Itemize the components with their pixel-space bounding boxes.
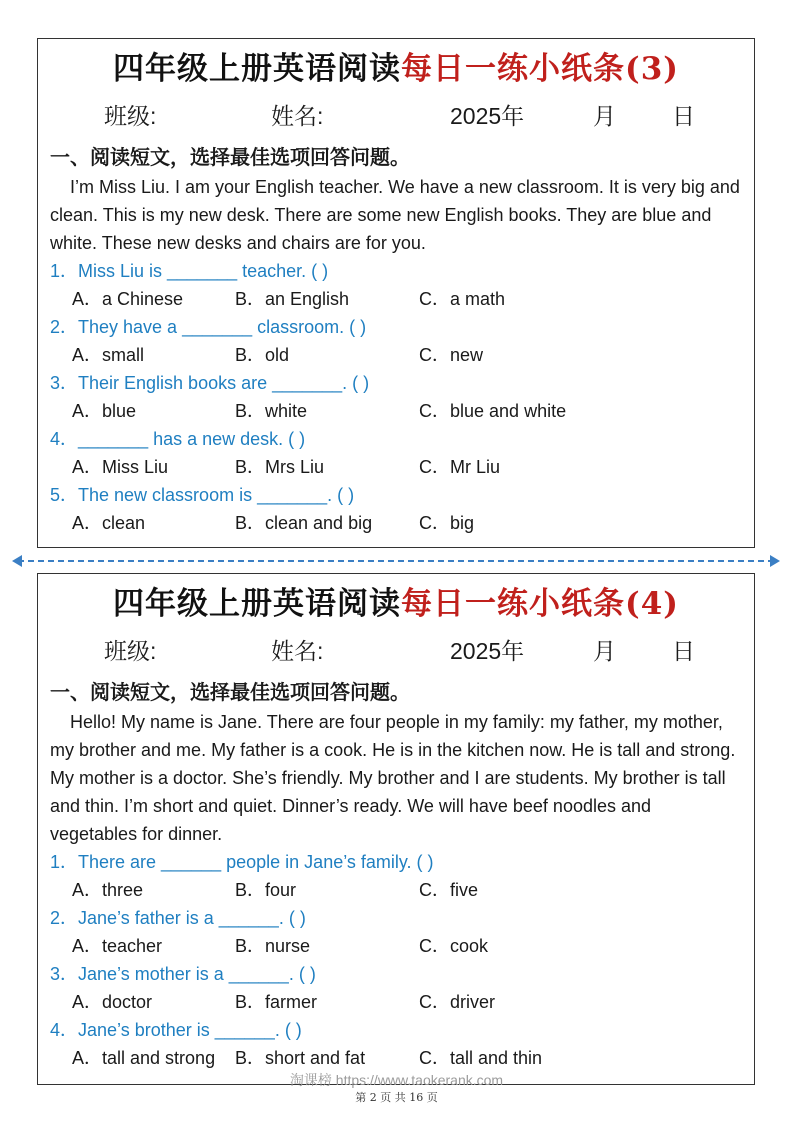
question-3: 3．Their English books are _______. ( ) <box>50 373 370 393</box>
section-heading: 一、阅读短文，选择最佳选项回答问题。 <box>50 145 410 169</box>
worksheet-card-3 <box>37 38 755 548</box>
option-c[interactable]: C．five <box>419 880 479 900</box>
option-b[interactable]: B．white <box>235 401 308 421</box>
option-a[interactable]: A．three <box>72 880 144 900</box>
option-a[interactable]: A．tall and strong <box>72 1048 216 1068</box>
question-2: 2．They have a _______ classroom. ( ) <box>50 317 367 337</box>
worksheet-card-4 <box>37 573 755 1085</box>
option-b[interactable]: B．Mrs Liu <box>235 457 325 477</box>
student-info-row <box>38 634 754 668</box>
reading-passage: I’m Miss Liu. I am your English teacher. We have a new classroom. It is very big and clean. This is my new desk. There are some new English books. They are blue and white. These new desks and chairs are for you. <box>50 177 740 253</box>
card-title <box>38 49 754 89</box>
name-label: 姓名: <box>271 103 324 129</box>
year-label: 2025年 <box>450 638 525 664</box>
question-2: 2．Jane’s father is a ______. ( ) <box>50 908 306 928</box>
option-c[interactable]: C．big <box>419 513 475 533</box>
year-label: 2025年 <box>450 103 525 129</box>
option-a[interactable]: A．a Chinese <box>72 289 184 309</box>
arrow-left-icon <box>12 555 22 567</box>
question-1: 1．There are ______ people in Jane’s family. ( ) <box>50 852 434 872</box>
option-a[interactable]: A．blue <box>72 401 137 421</box>
name-label: 姓名: <box>271 638 324 664</box>
page-number-footer: 第 2 页 共 16 页 <box>355 1091 438 1104</box>
month-label: 月 <box>593 638 616 664</box>
reading-passage: Hello! My name is Jane. There are four people in my family: my father, my mother, my brother and me. My father is a cook. He is in the kitchen now. He is tall and strong. My mother is a doctor. She’s friendly. My brother and I are students. My brother is tall and thin. I’m short and quiet. Dinner’s ready. We will have beef noodles and vegetables for dinner. <box>50 712 736 844</box>
student-info-row <box>38 99 754 133</box>
option-b[interactable]: B．short and fat <box>235 1048 366 1068</box>
class-label: 班级: <box>104 638 157 664</box>
option-c[interactable]: C．Mr Liu <box>419 457 501 477</box>
option-b[interactable]: B．old <box>235 345 290 365</box>
option-a[interactable]: A．doctor <box>72 992 153 1012</box>
class-label: 班级: <box>104 103 157 129</box>
option-a[interactable]: A．teacher <box>72 936 163 956</box>
watermark-text: 淘课榜 https://www.taokerank.com <box>289 1072 504 1088</box>
option-b[interactable]: B．farmer <box>235 992 318 1012</box>
option-c[interactable]: C．blue and white <box>419 401 567 421</box>
month-label: 月 <box>593 103 616 129</box>
title-main: 四年级上册英语阅读 <box>113 51 402 87</box>
option-a[interactable]: A．Miss Liu <box>72 457 169 477</box>
option-c[interactable]: C．cook <box>419 936 489 956</box>
option-b[interactable]: B．an English <box>235 289 350 309</box>
card-title <box>38 584 754 624</box>
title-highlight: 每日一练小纸条(3) <box>401 51 679 87</box>
arrow-right-icon <box>770 555 780 567</box>
option-c[interactable]: C．driver <box>419 992 496 1012</box>
question-4: 4．_______ has a new desk. ( ) <box>50 429 306 449</box>
option-a[interactable]: A．clean <box>72 513 146 533</box>
title-main: 四年级上册英语阅读 <box>113 586 402 622</box>
question-3: 3．Jane’s mother is a ______. ( ) <box>50 964 316 984</box>
day-label: 日 <box>672 638 695 664</box>
title-highlight: 每日一练小纸条(4) <box>401 586 679 622</box>
option-b[interactable]: B．four <box>235 880 297 900</box>
option-b[interactable]: B．clean and big <box>235 513 373 533</box>
option-b[interactable]: B．nurse <box>235 936 311 956</box>
option-c[interactable]: C．new <box>419 345 484 365</box>
option-a[interactable]: A．small <box>72 345 145 365</box>
question-1: 1．Miss Liu is _______ teacher. ( ) <box>50 261 329 281</box>
question-5: 5．The new classroom is _______. ( ) <box>50 485 355 505</box>
day-label: 日 <box>672 103 695 129</box>
cut-line-divider <box>18 560 774 564</box>
question-4: 4．Jane’s brother is ______. ( ) <box>50 1020 302 1040</box>
option-c[interactable]: C．tall and thin <box>419 1048 543 1068</box>
section-heading: 一、阅读短文，选择最佳选项回答问题。 <box>50 680 410 704</box>
option-c[interactable]: C．a math <box>419 289 506 309</box>
